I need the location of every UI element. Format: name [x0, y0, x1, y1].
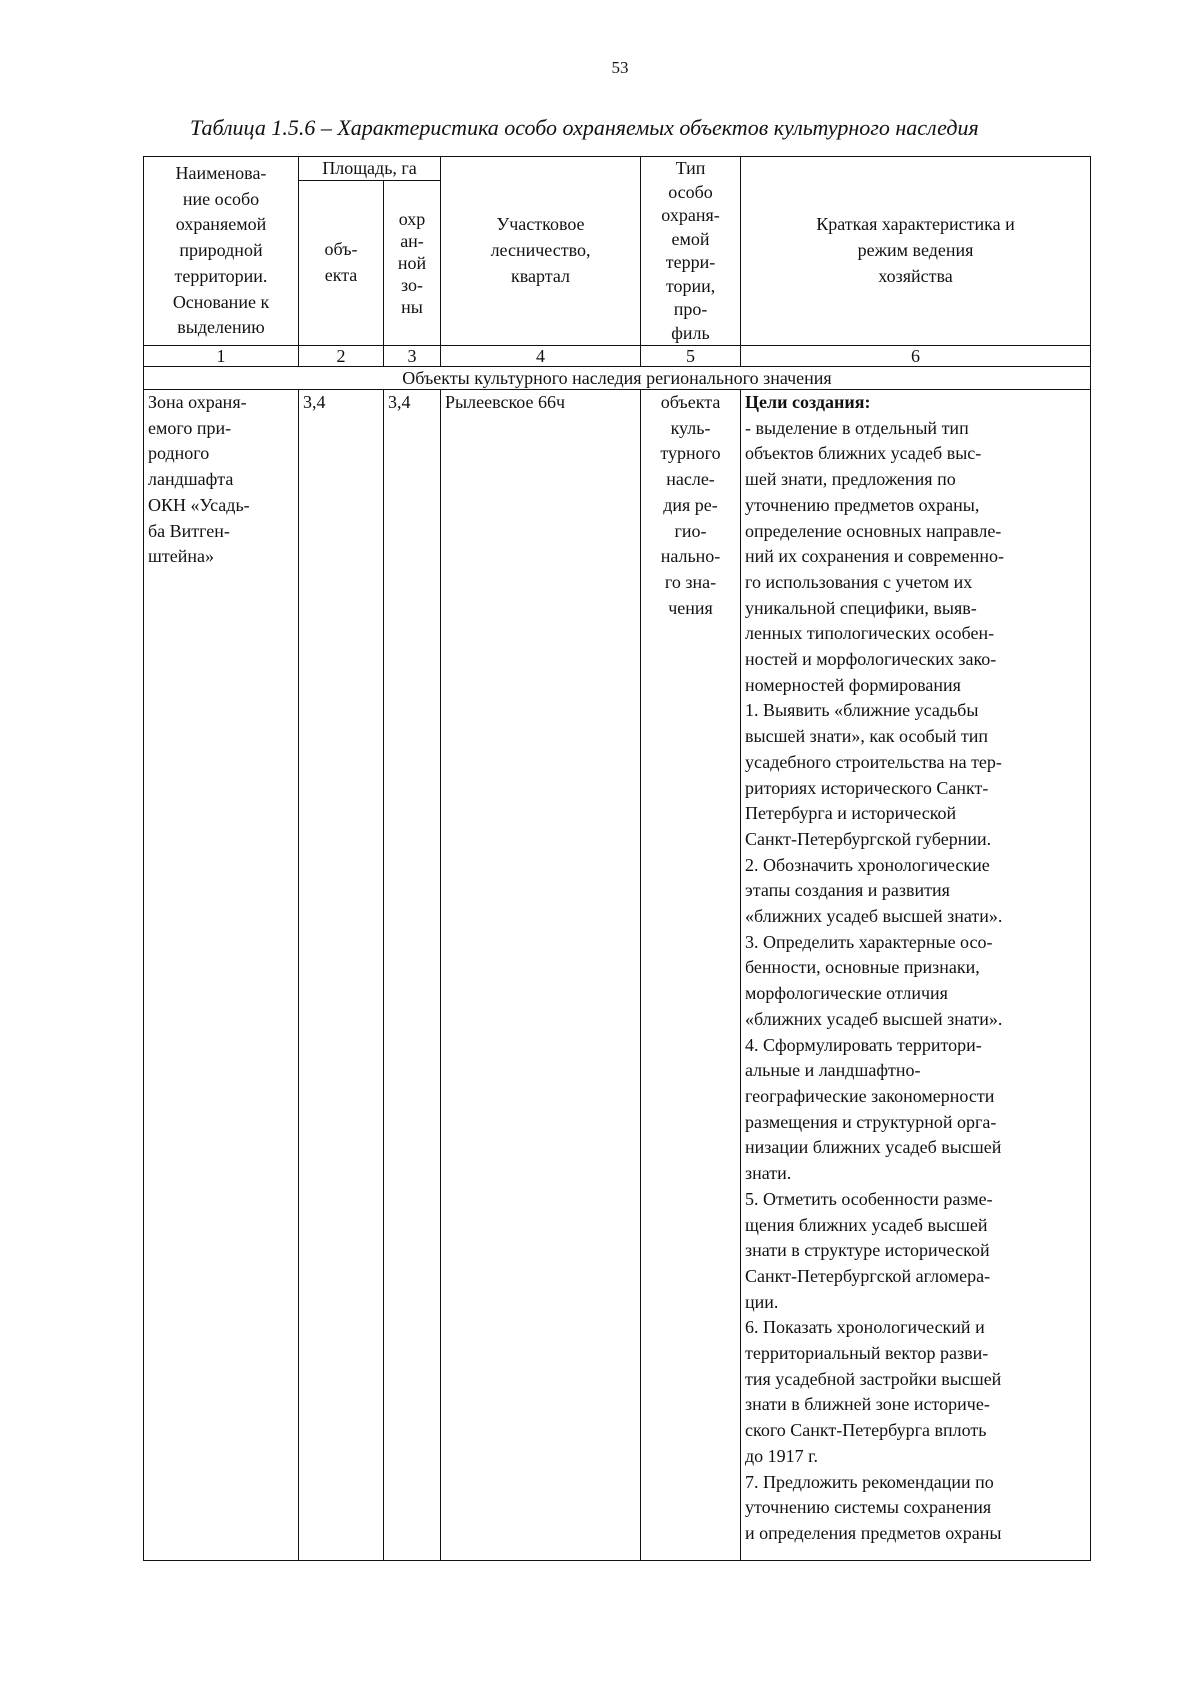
cell-area-object: 3,4 [299, 390, 384, 1561]
description-line: 3. Определить характерные осо- [745, 931, 993, 952]
text-line: дия ре- [663, 494, 718, 515]
text-line: ОКН «Усадь- [148, 494, 250, 515]
text-line: природной [179, 240, 263, 261]
description-line: размещения и структурной орга- [745, 1111, 997, 1132]
text-line: охр [398, 208, 426, 229]
text-line: про- [673, 299, 708, 319]
text-line: штейна» [148, 546, 214, 567]
description-line: тия усадебной застройки высшей [745, 1368, 1002, 1389]
text-line: Основание к [172, 291, 270, 312]
description-line: номерностей формирования [745, 674, 961, 695]
description-line: «ближних усадеб высшей знати». [745, 906, 1003, 927]
text-line: квартал [511, 265, 570, 286]
description-line: риториях исторического Санкт- [745, 777, 989, 798]
description-line: го использования с учетом их [745, 571, 973, 592]
description-line: ленных типологических особен- [745, 623, 995, 644]
description-line: «ближних усадеб высшей знати». [745, 1008, 1003, 1029]
text-line: насле- [666, 469, 715, 490]
text-line: ба Витген- [148, 520, 230, 541]
text-line: объ- [324, 239, 358, 260]
text-line: нально- [660, 546, 721, 567]
description-line: 6. Показать хронологический и [745, 1317, 985, 1338]
header-row-1 [144, 157, 1091, 181]
cell-type [641, 390, 741, 1561]
text-line: гио- [674, 520, 707, 541]
description-line: территориальный вектор разви- [745, 1343, 989, 1364]
section-label: Объекты культурного наследия регионального значения [144, 367, 1091, 390]
section-row [144, 367, 1091, 390]
table-row [144, 390, 1091, 1561]
column-number: 4 [441, 346, 641, 367]
header-forestry [441, 157, 641, 346]
description-line: ний их сохранения и современно- [745, 546, 1004, 567]
description-line: знати в структуре исторической [745, 1240, 990, 1261]
description-line: низации ближних усадеб высшей [745, 1137, 1002, 1158]
text-line: ной [397, 252, 427, 273]
header-description [741, 157, 1091, 346]
description-line: высшей знати», как особый тип [745, 726, 989, 747]
description-line: 4. Сформулировать территори- [745, 1034, 982, 1055]
description-line: Санкт-Петербургской губернии. [745, 828, 992, 849]
description-line: уточнению предметов охраны, [745, 494, 980, 515]
text-line: ландшафта [148, 469, 234, 490]
description-line: альные и ландшафтно- [745, 1060, 921, 1081]
text-line: территории. [174, 265, 268, 286]
description-line: Санкт-Петербургской агломера- [745, 1265, 991, 1286]
text-line: охраняемой [175, 214, 267, 235]
text-line: Тип [675, 158, 706, 178]
cell-area-zone: 3,4 [384, 390, 441, 1561]
text-line: объекта [660, 392, 721, 412]
description-line: ского Санкт-Петербурга вплоть [745, 1420, 987, 1441]
header-area-group: Площадь, га [299, 157, 441, 181]
description-line: усадебного строительства на тер- [745, 751, 1002, 772]
header-name [144, 157, 299, 346]
description-line: этапы создания и развития [745, 880, 950, 901]
column-number: 6 [741, 346, 1091, 367]
goals-lines [745, 416, 1086, 1547]
description-line: до 1917 г. [745, 1445, 819, 1466]
text-line: го зна- [664, 571, 717, 592]
column-number: 3 [384, 346, 441, 367]
cell-name [144, 390, 299, 1561]
text-line: ан- [400, 230, 424, 251]
description-line: 5. Отметить особенности разме- [745, 1188, 993, 1209]
description-line: бенности, основные признаки, [745, 957, 980, 978]
column-number: 2 [299, 346, 384, 367]
text-line: емого при- [148, 417, 232, 438]
page-number: 53 [611, 58, 629, 77]
text-line: чения [668, 597, 713, 618]
description-line: 1. Выявить «ближние усадьбы [745, 700, 979, 721]
table-title: Таблица 1.5.6 – Характеристика особо охраняемых объектов культурного наследия [190, 115, 979, 140]
text-line: Зона охраня- [148, 392, 247, 412]
column-number: 5 [641, 346, 741, 367]
text-line: терри- [665, 252, 716, 272]
text-line: режим ведения [857, 240, 974, 261]
description-line: объектов ближних усадеб выс- [745, 443, 982, 464]
description-line: 2. Обозначить хронологические [745, 854, 990, 875]
description-line: - выделение в отдельный тип [745, 417, 969, 438]
text-line: тории, [665, 275, 716, 296]
column-number: 1 [144, 346, 299, 367]
text-line: выделению [177, 317, 265, 338]
description-line: Петербурга и исторической [745, 803, 957, 824]
text-line: ны [401, 296, 423, 317]
description-line: и определения предметов охраны [745, 1522, 1002, 1543]
cell-forestry: Рылеевское 66ч [441, 390, 641, 1561]
text-line: охраня- [661, 205, 720, 225]
description-line: знати в ближней зоне историче- [745, 1394, 990, 1415]
column-numbers-row [144, 346, 1091, 367]
description-line: 7. Предложить рекомендации по [745, 1471, 994, 1492]
text-line: емой [671, 228, 710, 249]
header-area-zone [384, 180, 441, 345]
description-line: ностей и морфологических зако- [745, 649, 997, 670]
description-line: уникальной специфики, выяв- [745, 597, 977, 618]
description-line: определение основных направле- [745, 520, 1002, 541]
description-line: шей знати, предложения по [745, 469, 956, 490]
text-line: родного [148, 443, 210, 464]
cultural-heritage-table [143, 156, 1091, 1561]
description-line: морфологические отличия [745, 983, 948, 1004]
header-type [641, 157, 741, 346]
goals-title: Цели создания: [745, 392, 871, 412]
text-line: екта [324, 264, 358, 285]
text-line: Краткая характеристика и [816, 214, 1015, 235]
text-line: хозяйства [878, 265, 953, 286]
description-line: географические закономерности [745, 1085, 995, 1106]
text-line: особо [668, 181, 713, 202]
text-line: Наименова- [175, 163, 267, 184]
text-line: ние особо [182, 188, 260, 209]
text-line: куль- [670, 417, 711, 438]
description-line: уточнению системы сохранения [745, 1497, 992, 1518]
text-line: Участковое [496, 214, 585, 235]
description-line: щения ближних усадеб высшей [745, 1214, 988, 1235]
text-line: турного [660, 443, 721, 464]
header-area-object [299, 180, 384, 345]
text-line: зо- [401, 274, 423, 295]
text-line: лесничество, [490, 240, 591, 261]
text-line: филь [671, 322, 710, 343]
description-line: ции. [745, 1291, 779, 1312]
cell-description [741, 390, 1091, 1561]
description-line: знати. [745, 1163, 792, 1184]
